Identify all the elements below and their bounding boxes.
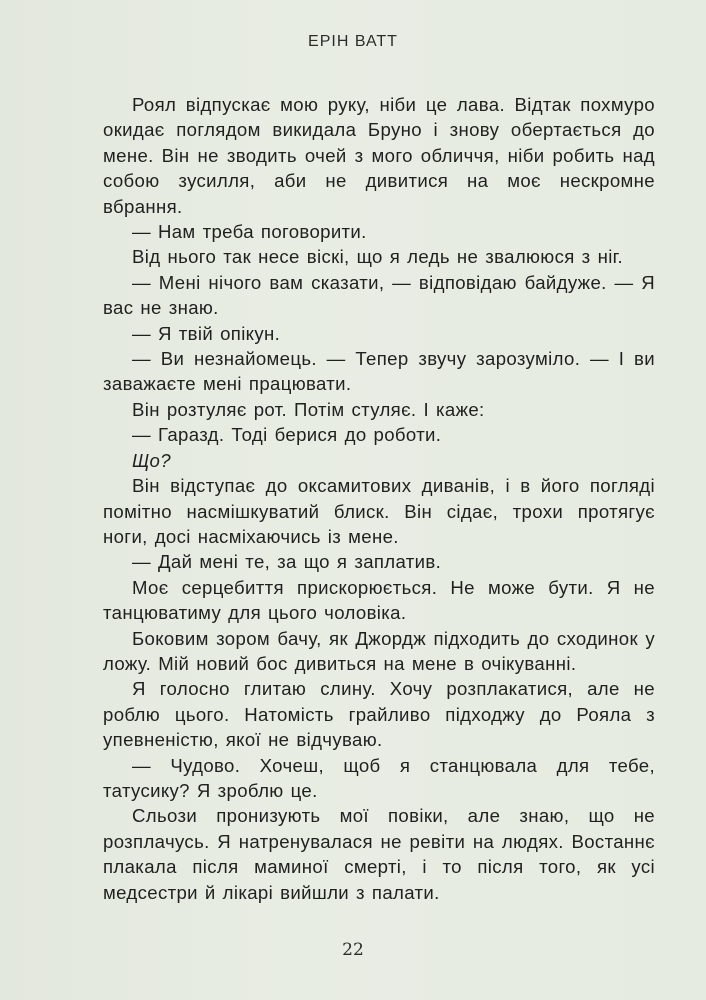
paragraph: Я голосно глитаю слину. Хочу розплакатися, але не роблю цього. Натомість грайливо підходжу до Рояла з упевненістю, якої не відчуваю. [103,678,655,751]
paragraph-italic: Що? [132,449,171,471]
paragraph: — Дай мені те, за що я заплатив. [132,551,442,573]
paragraph: — Чудово. Хочеш, щоб я станцювала для тебе, татусику? Я зроблю це. [103,754,655,801]
paragraph: Сльози пронизують мої повіки, але знаю, що не розплачусь. Я натренувалася не ревіти на людях. Востаннє плакала після маминої смерті, і то після того, як усі медсестри й лікарі вийшли з палати. [103,805,655,903]
paragraph: Моє серцебиття прискорюється. Не може бути. Я не танцюватиму для цього чоловіка. [103,576,655,624]
paragraph: Від нього так несе віскі, що я ледь не звалююся з ніг. [132,246,624,268]
running-head-author: ЕРІН ВАТТ [308,33,398,50]
paragraph: Він розтуляє рот. Потім стуляє. І каже: [132,398,485,420]
paragraph: Боковим зором бачу, як Джордж підходить до сходинок у ложу. Мій новий бос дивиться на мене в очікуванні. [103,627,655,674]
paragraph: Роял відпускає мою руку, ніби це лава. Відтак похмуро окидає поглядом викидала Бруно і знову обертається до мене. Він не зводить очей з мого обличчя, ніби робить над собою зусилля, аби не дивитися на моє нескромне вбрання. [103,94,655,217]
paragraph: Він відступає до оксамитових диванів, і в його погляді помітно насмішкуватий блиск. Він сідає, трохи протягує ноги, досі насміхаючись із мене. [103,475,655,547]
paragraph: — Нам треба поговорити. [132,221,367,243]
paragraph: — Я твій опікун. [132,322,281,344]
paragraph: — Гаразд. Тоді берися до роботи. [132,424,442,446]
page-number: 22 [342,940,364,960]
body-text [103,92,655,905]
paragraph: — Мені нічого вам сказати, — відповідаю байдуже. — Я вас не знаю. [103,271,655,319]
paragraph: — Ви незнайомець. — Тепер звучу зарозуміло. — І ви заважаєте мені працювати. [103,348,655,395]
